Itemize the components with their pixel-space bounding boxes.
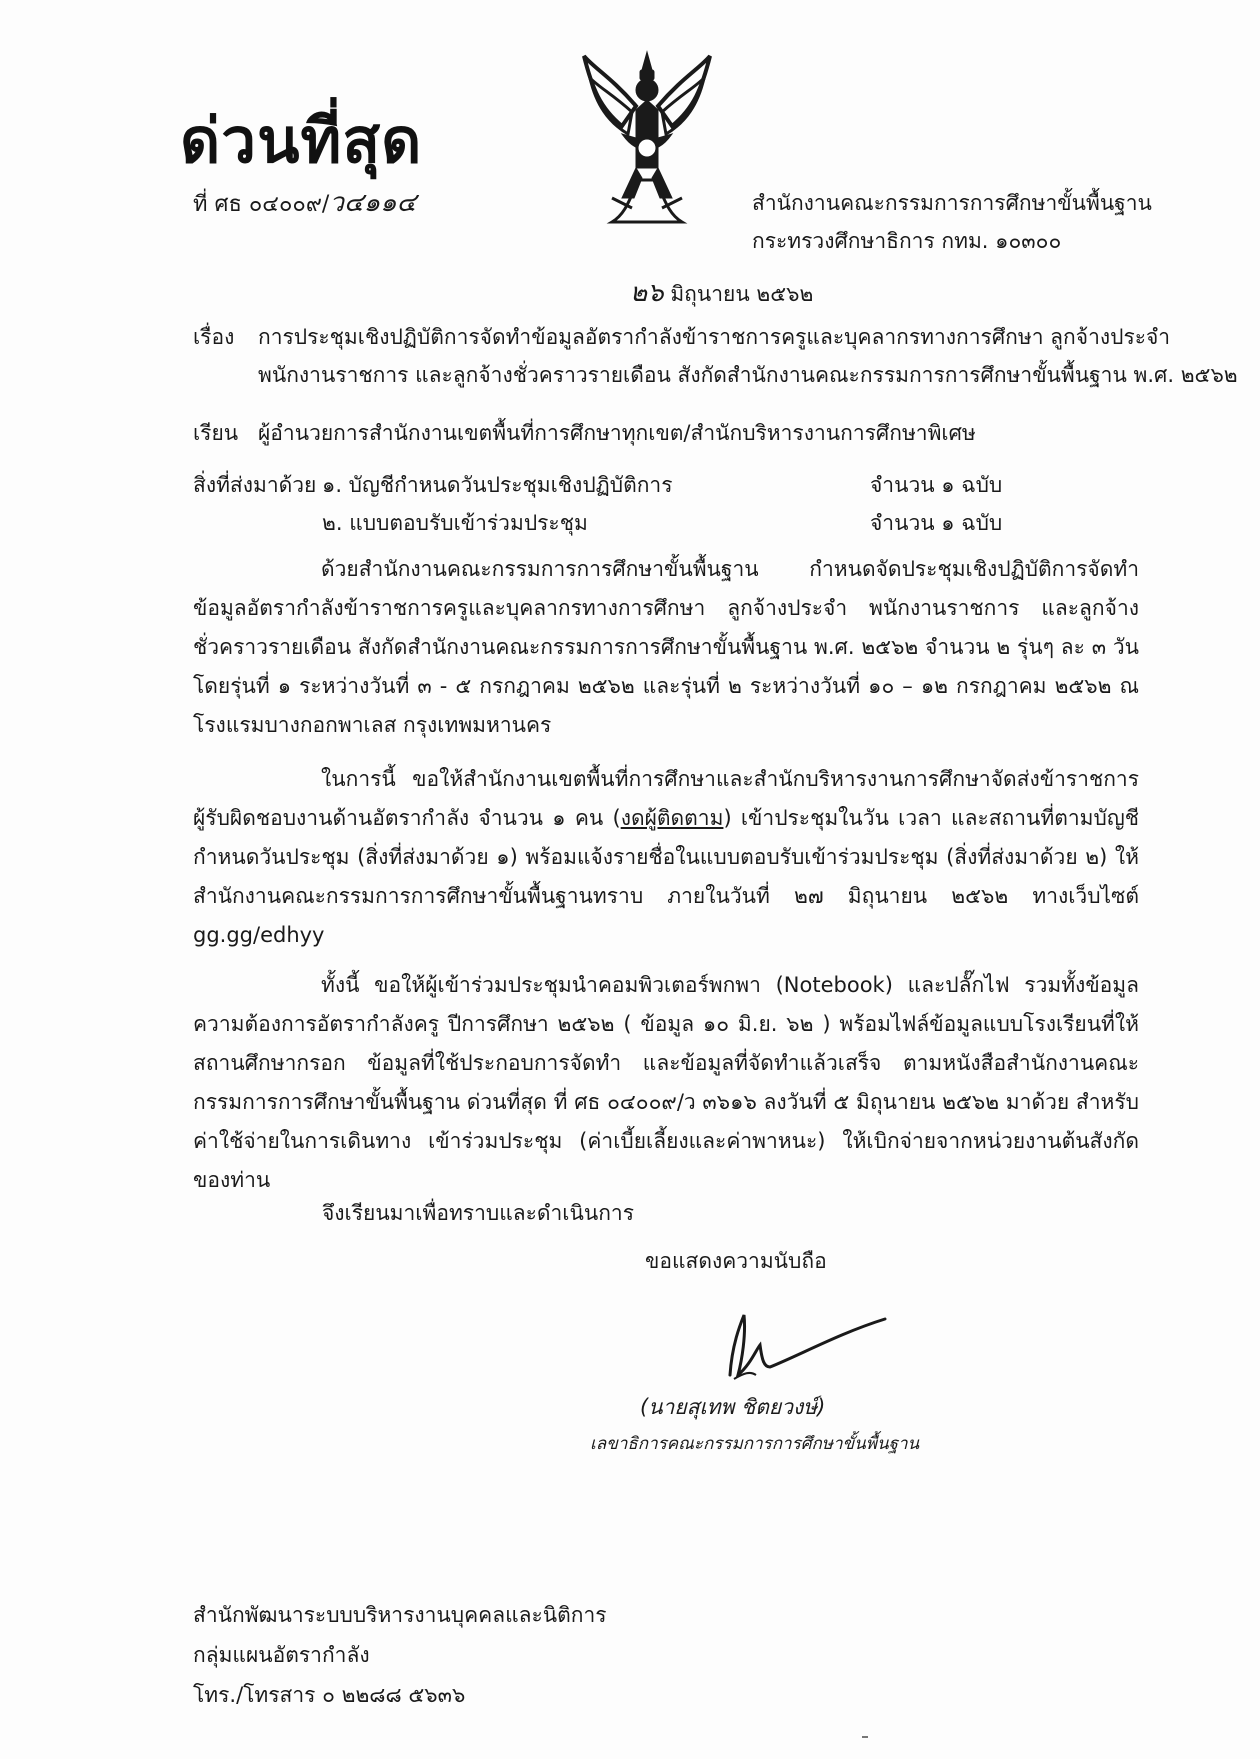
subject-label: เรื่อง: [193, 325, 235, 349]
scan-speck: [862, 1736, 868, 1738]
body-paragraph-2: [193, 760, 1139, 955]
recipient-label: เรียน: [193, 421, 239, 445]
paragraph-3-text: ทั้งนี้ ขอให้ผู้เข้าร่วมประชุมนำคอมพิวเตอร์พกพา (Notebook) และปลั๊กไฟ รวมทั้งข้อมูลความต้องการอัตรากำลังครู ปีการศึกษา ๒๕๖๒ ( ข้อมูล ๑๐ มิ.ย. ๖๒ ) พร้อมไฟล์ข้อมูลแบบโรงเรียนที่ให้สถานศึกษากรอก ข้อมูลที่ใช้ประกอบการจัดทำ และข้อมูลที่จัดทำแล้วเสร็จ ตามหนังสือสำนักงานคณะกรรมการการศึกษาขั้นพื้นฐาน ด่วนที่สุด ที่ ศธ ๐๔๐๐๙/ว ๓๖๑๖ ลงวันที่ ๕ มิถุนายน ๒๕๖๒ มาด้วย สำหรับค่าใช้จ่ายในการเดินทาง เข้าร่วมประชุม (ค่าเบี้ยเลี้ยงและค่าพาหนะ) ให้เบิกจ่ายจากหน่วยงานต้นสังกัดของท่าน: [193, 973, 1139, 1192]
signatory-name: (นายสุเทพ ชิตยวงษ์): [640, 1395, 826, 1419]
handwritten-signature-icon: [720, 1305, 890, 1385]
footer-office: สำนักพัฒนาระบบบริหารงานบุคคลและนิติการ: [193, 1603, 607, 1627]
document-number-prefix: ที่ ศธ ๐๔๐๐๙/: [193, 192, 330, 217]
closing-sentence: จึงเรียนมาเพื่อทราบและดำเนินการ: [322, 1201, 634, 1225]
recipient-text: ผู้อำนวยการสำนักงานเขตพื้นที่การศึกษาทุกเขต/สำนักบริหารงานการศึกษาพิเศษ: [258, 421, 976, 445]
footer-phone: โทร./โทรสาร ๐ ๒๒๘๘ ๕๖๓๖: [193, 1683, 466, 1707]
date-day-handwritten: ๒๖: [630, 278, 664, 308]
issuer-name: สำนักงานคณะกรรมการการศึกษาขั้นพื้นฐาน: [752, 191, 1152, 215]
subject-line-1: การประชุมเชิงปฏิบัติการจัดทำข้อมูลอัตรากำลังข้าราชการครูและบุคลากรทางการศึกษา ลูกจ้างประจำ: [258, 325, 1171, 349]
enclosure-item-2: ๒. แบบตอบรับเข้าร่วมประชุม: [322, 511, 588, 535]
regards-text: ขอแสดงความนับถือ: [645, 1249, 827, 1273]
body-paragraph-3: [193, 966, 1139, 1200]
urgency-heading: ด่วนที่สุด: [180, 104, 423, 177]
garuda-emblem-icon: [582, 48, 712, 228]
enclosures-label: สิ่งที่ส่งมาด้วย: [193, 473, 317, 497]
subject-line-2: พนักงานราชการ และลูกจ้างชั่วคราวรายเดือน สังกัดสำนักงานคณะกรรมการการศึกษาขั้นพื้นฐาน พ.ศ. ๒๕๖๒: [258, 363, 1238, 387]
paragraph-2-part-2: ) เข้าประชุมในวัน เวลา และสถานที่ตามบัญชีกำหนดวันประชุม (สิ่งที่ส่งมาด้วย ๑) พร้อมแจ้งรายชื่อในแบบตอบรับเข้าร่วมประชุม (สิ่งที่ส่งมาด้วย ๒) ให้สำนักงานคณะกรรมการการศึกษาขั้นพื้นฐานทราบ ภายในวันที่ ๒๗ มิถุนายน ๒๕๖๒ ทางเว็บไซต์ gg.gg/edhyy: [193, 806, 1140, 947]
document-date: [630, 278, 813, 309]
paragraph-2-text: [193, 760, 1139, 955]
issuer-address: กระทรวงศึกษาธิการ กทม. ๑๐๓๐๐: [752, 229, 1062, 253]
paragraph-2-part-1: ในการนี้ ขอให้สำนักงานเขตพื้นที่การศึกษาและสำนักบริหารงานการศึกษาจัดส่งข้าราชการผู้รับผิดชอบงานด้านอัตรากำลัง จำนวน ๑ คน (: [193, 767, 1139, 830]
enclosure-item-1: ๑. บัญชีกำหนดวันประชุมเชิงปฏิบัติการ: [322, 473, 673, 497]
document-number-handwritten: ว๔๑๑๔: [329, 188, 417, 218]
date-month-year: มิถุนายน ๒๕๖๒: [670, 282, 814, 306]
footer-group: กลุ่มแผนอัตรากำลัง: [193, 1643, 370, 1667]
body-paragraph-1: [193, 550, 1139, 745]
paragraph-1-text: ด้วยสำนักงานคณะกรรมการการศึกษาขั้นพื้นฐาน กำหนดจัดประชุมเชิงปฏิบัติการจัดทำข้อมูลอัตรากำลังข้าราชการครูและบุคลากรทางการศึกษา ลูกจ้างประจำ พนักงานราชการ และลูกจ้างชั่วคราวรายเดือน สังกัดสำนักงานคณะกรรมการการศึกษาขั้นพื้นฐาน พ.ศ. ๒๕๖๒ จำนวน ๒ รุ่นๆ ละ ๓ วัน โดยรุ่นที่ ๑ ระหว่างวันที่ ๓ - ๕ กรกฎาคม ๒๕๖๒ และรุ่นที่ ๒ ระหว่างวันที่ ๑๐ – ๑๒ กรกฎาคม ๒๕๖๒ ณ โรงแรมบางกอกพาเลส กรุงเทพมหานคร: [193, 557, 1139, 737]
signatory-position: เลขาธิการคณะกรรมการการศึกษาขั้นพื้นฐาน: [590, 1434, 920, 1454]
enclosure-item-1-qty: จำนวน ๑ ฉบับ: [870, 473, 1003, 497]
no-companion-note: งดผู้ติดตาม: [620, 806, 724, 830]
document-number: [193, 188, 416, 220]
enclosure-item-2-qty: จำนวน ๑ ฉบับ: [870, 511, 1003, 535]
